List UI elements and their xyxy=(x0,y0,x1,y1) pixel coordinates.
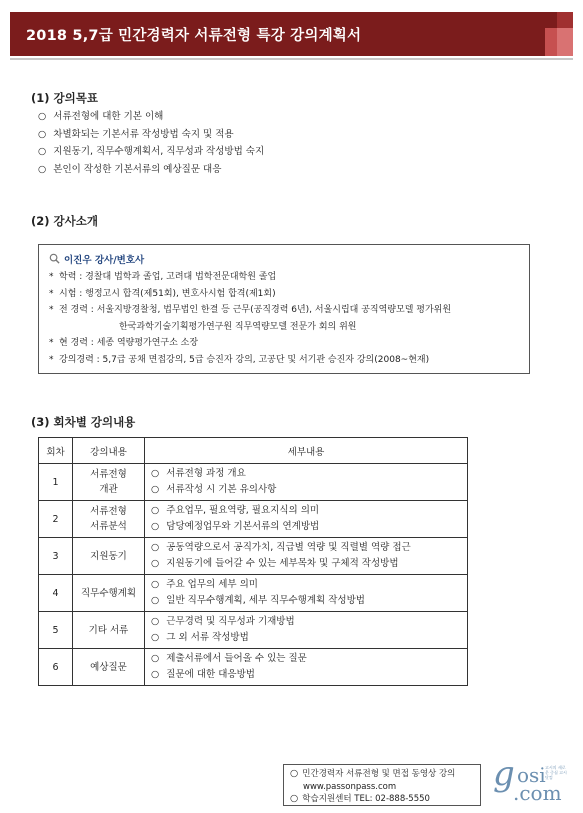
circle-bullet-icon: ○ xyxy=(151,558,160,569)
title-banner xyxy=(10,12,573,56)
circle-bullet-icon: ○ xyxy=(38,146,47,157)
circle-bullet-icon: ○ xyxy=(151,669,160,680)
session-topic: 서류전형 개관 xyxy=(73,464,145,501)
table-row xyxy=(39,575,468,612)
column-header: 세부내용 xyxy=(145,438,468,464)
section-title-instructor: (2) 강사소개 xyxy=(31,214,98,228)
column-header: 회차 xyxy=(39,438,73,464)
goal-list xyxy=(38,108,264,178)
list-item: ○ 서류전형에 대한 기본 이해 xyxy=(38,108,264,126)
circle-bullet-icon: ○ xyxy=(151,595,160,606)
circle-bullet-icon: ○ xyxy=(151,505,160,516)
table-row xyxy=(39,538,468,575)
session-details: ○ 공동역량으로서 공직가치, 직급별 역량 및 직렬별 역량 접근 ○ 지원동기에 들어갈 수 있는 세부목차 및 구체적 작성방법 xyxy=(145,538,468,575)
instructor-detail: * 현 경력 : 세종 역량평가연구소 소장 xyxy=(49,338,199,348)
table-row xyxy=(39,612,468,649)
circle-bullet-icon: ○ xyxy=(38,163,47,175)
session-number: 4 xyxy=(39,575,73,612)
session-details: ○ 주요업무, 필요역량, 필요지식의 의미 ○ 담당예정업무와 기본서류의 연계방법 xyxy=(145,501,468,538)
session-number: 5 xyxy=(39,612,73,649)
session-topic: 서류전형 서류분석 xyxy=(73,501,145,538)
footer-line: ○ 민간경력자 서류전형 및 면접 동영상 강의 xyxy=(290,768,456,779)
page-title: 2018 5,7급 민간경력자 서류전형 특강 강의계획서 xyxy=(26,28,362,44)
session-details: ○ 제출서류에서 들어올 수 있는 질문 ○ 질문에 대한 대응방법 xyxy=(145,649,468,686)
footer-line: ○ 학습지원센터 TEL: 02-888-5550 xyxy=(290,793,430,804)
session-number: 1 xyxy=(39,464,73,501)
instructor-box xyxy=(38,244,530,374)
session-number: 6 xyxy=(39,649,73,686)
schedule-table xyxy=(38,437,468,686)
circle-bullet-icon: ○ xyxy=(38,111,47,122)
table-row xyxy=(39,464,468,501)
instructor-detail-continuation: 한국과학기술기획평가연구원 직무역량모델 전문가 회의 위원 xyxy=(119,321,357,332)
circle-bullet-icon: ○ xyxy=(151,653,160,664)
instructor-detail: * 전 경력 : 서울지방경찰청, 법무법인 한결 등 근무(공직경력 6년), 서울시립대 공직역량모델 평가위원 xyxy=(49,305,452,315)
circle-bullet-icon: ○ xyxy=(151,468,160,479)
section-title-schedule: (3) 회차별 강의내용 xyxy=(31,415,136,429)
instructor-detail: * 시험 : 행정고시 합격(제51회), 변호사시험 합격(제1회) xyxy=(49,288,276,299)
table-row xyxy=(39,501,468,538)
list-item: ○ 지원동기, 직무수행계획서, 직무성과 작성방법 숙지 xyxy=(38,143,264,161)
session-topic: 기타 서류 xyxy=(73,612,145,649)
circle-bullet-icon: ○ xyxy=(151,632,160,643)
circle-bullet-icon: ○ xyxy=(151,616,160,627)
banner-decoration xyxy=(545,28,557,56)
session-number: 3 xyxy=(39,538,73,575)
session-topic: 예상질문 xyxy=(73,649,145,686)
footer-info-box xyxy=(283,764,481,806)
circle-bullet-icon: ○ xyxy=(38,128,47,140)
session-topic: 직무수행계획 xyxy=(73,575,145,612)
instructor-detail: * 학력 : 경찰대 법학과 졸업, 고려대 법학전문대학원 졸업 xyxy=(49,272,277,282)
session-details: ○ 주요 업무의 세부 의미 ○ 일반 직무수행계획, 세부 직무수행계획 작성방법 xyxy=(145,575,468,612)
circle-bullet-icon: ○ xyxy=(290,793,299,804)
gosi-logo: g osi .com 고시의 새로운 중심 고시닷컴 xyxy=(493,754,567,805)
column-header: 강의내용 xyxy=(73,438,145,464)
banner-underline xyxy=(10,58,573,60)
footer-url[interactable]: www.passonpass.com xyxy=(303,781,397,792)
circle-bullet-icon: ○ xyxy=(151,521,160,532)
circle-bullet-icon: ○ xyxy=(151,579,160,590)
circle-bullet-icon: ○ xyxy=(151,484,160,495)
banner-decoration xyxy=(557,28,573,56)
session-number: 2 xyxy=(39,501,73,538)
instructor-name: 이진우 강사/변호사 xyxy=(49,252,521,266)
search-icon xyxy=(49,253,60,264)
session-details: ○ 근무경력 및 직무성과 기재방법 ○ 그 외 서류 작성방법 xyxy=(145,612,468,649)
session-topic: 지원동기 xyxy=(73,538,145,575)
instructor-detail: * 강의경력 : 5,7급 공채 면접강의, 5급 승진자 강의, 고공단 및 서기관 승진자 강의(2008~현재) xyxy=(49,354,430,365)
table-header-row xyxy=(39,438,468,464)
banner-decoration xyxy=(557,12,573,28)
list-item: ○ 차별화되는 기본서류 작성방법 숙지 및 적용 xyxy=(38,126,264,144)
section-title-goals: (1) 강의목표 xyxy=(31,91,98,105)
list-item: ○ 본인이 작성한 기본서류의 예상질문 대응 xyxy=(38,161,264,179)
circle-bullet-icon: ○ xyxy=(151,542,160,553)
table-row xyxy=(39,649,468,686)
session-details: ○ 서류전형 과정 개요 ○ 서류작성 시 기본 유의사항 xyxy=(145,464,468,501)
circle-bullet-icon: ○ xyxy=(290,768,299,779)
